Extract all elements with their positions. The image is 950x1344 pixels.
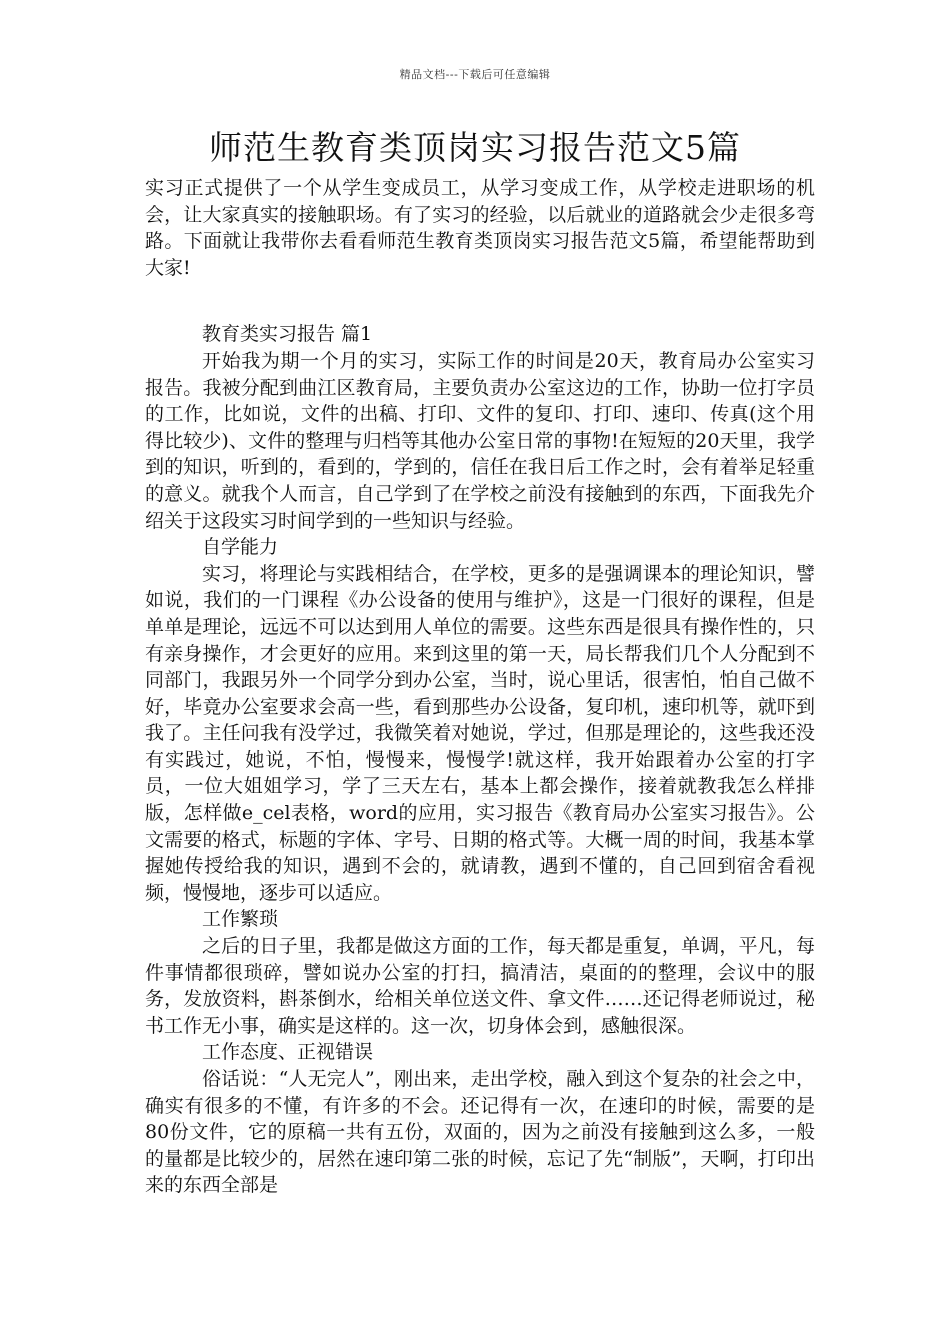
page-header: 精品文档---下载后可任意编辑 (399, 68, 551, 81)
intro-paragraph: 实习正式提供了一个从学生变成员工，从学习变成工作，从学校走进职场的机会，让大家真实的接触职场。有了实习的经验，以后就业的道路就会少走很多弯路。下面就让我带你去看看师范生教育类顶岗实习报告范文5篇，希望能帮助到大家! (145, 177, 815, 279)
subsection-text-self-study: 实习，将理论与实践相结合，在学校，更多的是强调课本的理论知识，譬如说，我们的一门课程《办公设备的使用与维护》，这是一门很好的课程，但是单单是理论，远远不可以达到用人单位的需要。这些东西是很具有操作性的，只有亲身操作，才会更好的应用。来到这里的第一天，局长帮我们几个人分配到不同部门，我跟另外一个同学分到办公室，当时，说心里话，很害怕，怕自己做不好，毕竟办公室要求会高一些，看到那些办公设备，复印机，速印机等，就吓到我了。主任问我有没学过，我微笑着对她说，学过，但那是理论的，这些我还没有实践过，她说，不怕，慢慢来，慢慢学!就这样，我开始跟着办公室的打字员，一位大姐姐学习，学了三天左右，基本上都会操作，接着就教我怎么样排版，怎样做e_cel表格，word的应用，实习报告《教育局办公室实习报告》。公文需要的格式，标题的字体、字号、日期的格式等。大概一周的时间，我基本掌握她传授给我的知识，遇到不会的，就请教，遇到不懂的，自己回到宿舍看视频，慢慢地，逐步可以适应。 (145, 562, 815, 904)
section-heading: 教育类实习报告 篇1 (202, 323, 373, 346)
subsection-title-attitude: 工作态度、正视错误 (202, 1041, 374, 1064)
subsection-text-tedious-work: 之后的日子里，我都是做这方面的工作，每天都是重复，单调，平凡，每件事情都很琐碎，譬如说办公室的打扫，搞清洁，桌面的的整理，会议中的服务，发放资料，斟茶倒水，给相关单位送文件、拿文件……还记得老师说过，秘书工作无小事，确实是这样的。这一次，切身体会到，感触很深。 (145, 935, 815, 1037)
document-title: 师范生教育类顶岗实习报告范文5篇 (209, 128, 741, 167)
document-body (145, 175, 815, 1199)
subsection-title-self-study: 自学能力 (202, 536, 279, 559)
subsection-title-tedious-work: 工作繁琐 (202, 908, 279, 931)
subsection-text-attitude: 俗话说：“人无完人”，刚出来，走出学校，融入到这个复杂的社会之中，确实有很多的不懂，有许多的不会。还记得有一次，在速印的时候，需要的是80份文件，它的原稿一共有五份，双面的，因为之前没有接触到这么多，一般的量都是比较少的，居然在速印第二张的时候，忘记了先“制版”，天啊，打印出来的东西全部是 (145, 1068, 815, 1197)
section-paragraph: 开始我为期一个月的实习，实际工作的时间是20天，教育局办公室实习报告。我被分配到曲江区教育局，主要负责办公室这边的工作，协助一位打字员的工作，比如说，文件的出稿、打印、文件的复印、打印、速印、传真(这个用得比较少)、文件的整理与归档等其他办公室日常的事物!在短短的20天里，我学到的知识，听到的，看到的，学到的，信任在我日后工作之时，会有着举足轻重的意义。就我个人而言，自己学到了在学校之前没有接触到的东西，下面我先介绍关于这段实习时间学到的一些知识与经验。 (145, 349, 815, 532)
paragraph-gap (145, 281, 815, 321)
